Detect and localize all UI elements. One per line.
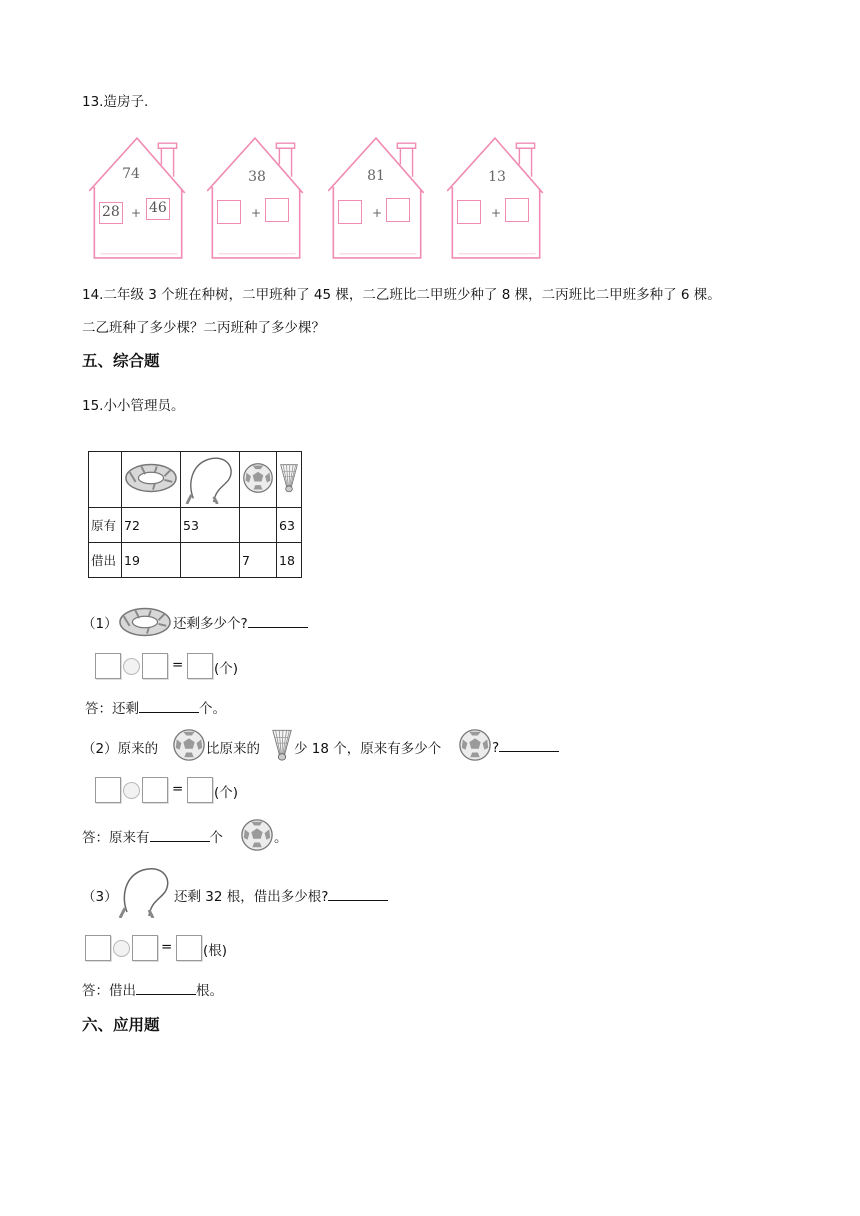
table-row — [89, 543, 302, 578]
table-header-ring — [122, 452, 181, 508]
house-right-window — [386, 198, 410, 222]
part2-question-tail: 少 18 个，原来有多少个 — [294, 741, 442, 757]
q14-line2: 二乙班种了多少棵？二丙班种了多少棵？ — [82, 320, 325, 336]
answer-blank[interactable] — [150, 827, 210, 842]
house-3 — [324, 132, 428, 260]
answer-blank[interactable] — [328, 886, 388, 901]
unit-label: (根) — [203, 943, 228, 959]
part3-text-wrap — [174, 885, 388, 905]
house-roof-number: 74 — [122, 166, 140, 182]
answer-prefix: 答：借出 — [82, 983, 136, 999]
swim-ring-icon — [118, 606, 172, 638]
part3-number: （3） — [82, 889, 118, 905]
part3-text: 还剩 32 根，借出多少根? — [174, 889, 329, 905]
unit-label: (个) — [214, 661, 239, 677]
row-label: 原有 — [89, 508, 122, 543]
soccer-ball-icon — [172, 728, 206, 762]
table-cell: 19 — [122, 543, 181, 578]
house-right-window — [146, 198, 170, 220]
table-row — [89, 508, 302, 543]
part1-answer — [85, 697, 226, 717]
house-outline — [324, 132, 428, 260]
table-cell: 53 — [181, 508, 240, 543]
house-left-window — [338, 200, 362, 224]
house-outline — [203, 132, 307, 260]
answer-suffix: 个 — [209, 830, 223, 846]
operator-circle[interactable] — [123, 658, 140, 675]
swim-ring-icon — [124, 461, 178, 495]
house-left-number: 28 — [102, 204, 120, 220]
table-header-shuttlecock — [277, 452, 302, 508]
house-roof-number: 81 — [367, 168, 385, 184]
q13-title: 13.造房子. — [82, 94, 149, 110]
equals-sign: = — [161, 939, 173, 955]
section-5-heading: 五、综合题 — [82, 352, 160, 370]
soccer-ball-icon — [458, 728, 492, 762]
house-1 — [85, 132, 189, 260]
plus-sign: + — [131, 206, 142, 220]
equation-result-box[interactable] — [176, 935, 202, 961]
shuttlecock-icon — [279, 462, 299, 494]
table-row — [89, 452, 302, 508]
part1-number: （1） — [82, 616, 118, 632]
answer-end-punct: 。 — [274, 830, 288, 846]
house-roof-number: 38 — [248, 169, 266, 185]
plus-sign: + — [491, 206, 502, 220]
house-4 — [443, 132, 547, 260]
house-outline — [85, 132, 189, 260]
unit-label: (个) — [214, 785, 239, 801]
table-corner — [89, 452, 122, 508]
equation-box[interactable] — [95, 777, 121, 803]
plus-sign: + — [251, 206, 262, 220]
inventory-table — [88, 451, 302, 578]
table-cell: 72 — [122, 508, 181, 543]
jump-rope-icon — [183, 452, 237, 504]
section-6-heading: 六、应用题 — [82, 1016, 160, 1034]
answer-blank[interactable] — [248, 613, 308, 628]
question-mark: ? — [492, 740, 500, 756]
jump-rope-icon — [116, 862, 174, 918]
table-header-ball — [240, 452, 277, 508]
table-cell: 63 — [277, 508, 302, 543]
house-right-window — [265, 198, 289, 222]
operator-circle[interactable] — [123, 782, 140, 799]
table-header-rope — [181, 452, 240, 508]
shuttlecock-icon — [271, 728, 293, 762]
operator-circle[interactable] — [113, 940, 130, 957]
equation-box[interactable] — [142, 777, 168, 803]
q15-title: 15.小小管理员。 — [82, 398, 185, 414]
answer-suffix: 个。 — [199, 701, 226, 717]
part2-question-start: （2）原来的 — [82, 741, 159, 757]
equals-sign: = — [172, 657, 184, 673]
equation-result-box[interactable] — [187, 653, 213, 679]
answer-suffix: 根。 — [196, 983, 223, 999]
answer-blank[interactable] — [136, 980, 196, 995]
row-label: 借出 — [89, 543, 122, 578]
house-roof-number: 13 — [488, 169, 506, 185]
house-right-window — [505, 198, 529, 222]
house-outline — [443, 132, 547, 260]
equals-sign: = — [172, 781, 184, 797]
equation-box[interactable] — [95, 653, 121, 679]
part2-answer — [82, 826, 223, 846]
part3-answer — [82, 979, 223, 999]
equation-result-box[interactable] — [187, 777, 213, 803]
answer-blank[interactable] — [499, 737, 559, 752]
part1-question — [82, 612, 118, 632]
answer-blank[interactable] — [139, 698, 199, 713]
table-cell — [240, 508, 277, 543]
equation-box[interactable] — [85, 935, 111, 961]
house-left-window — [457, 200, 481, 224]
equation-box[interactable] — [132, 935, 158, 961]
part1-text: 还剩多少个? — [173, 616, 248, 632]
house-right-number: 46 — [149, 200, 167, 216]
house-2 — [203, 132, 307, 260]
plus-sign: + — [372, 206, 383, 220]
answer-prefix: 答：还剩 — [85, 701, 139, 717]
table-cell — [181, 543, 240, 578]
part2-question-end — [492, 737, 559, 756]
q14-line1: 14.二年级 3 个班在种树，二甲班种了 45 棵，二乙班比二甲班少种了 8 棵，二丙班比二甲班多种了 6 棵。 — [82, 287, 721, 303]
answer-prefix: 答：原来有 — [82, 830, 150, 846]
part1-text-wrap — [173, 612, 308, 632]
soccer-ball-icon — [242, 462, 274, 494]
equation-box[interactable] — [142, 653, 168, 679]
soccer-ball-icon — [240, 818, 274, 852]
house-left-window — [99, 202, 123, 224]
house-left-window — [217, 200, 241, 224]
table-cell: 18 — [277, 543, 302, 578]
part2-question-mid: 比原来的 — [206, 741, 260, 757]
table-cell: 7 — [240, 543, 277, 578]
